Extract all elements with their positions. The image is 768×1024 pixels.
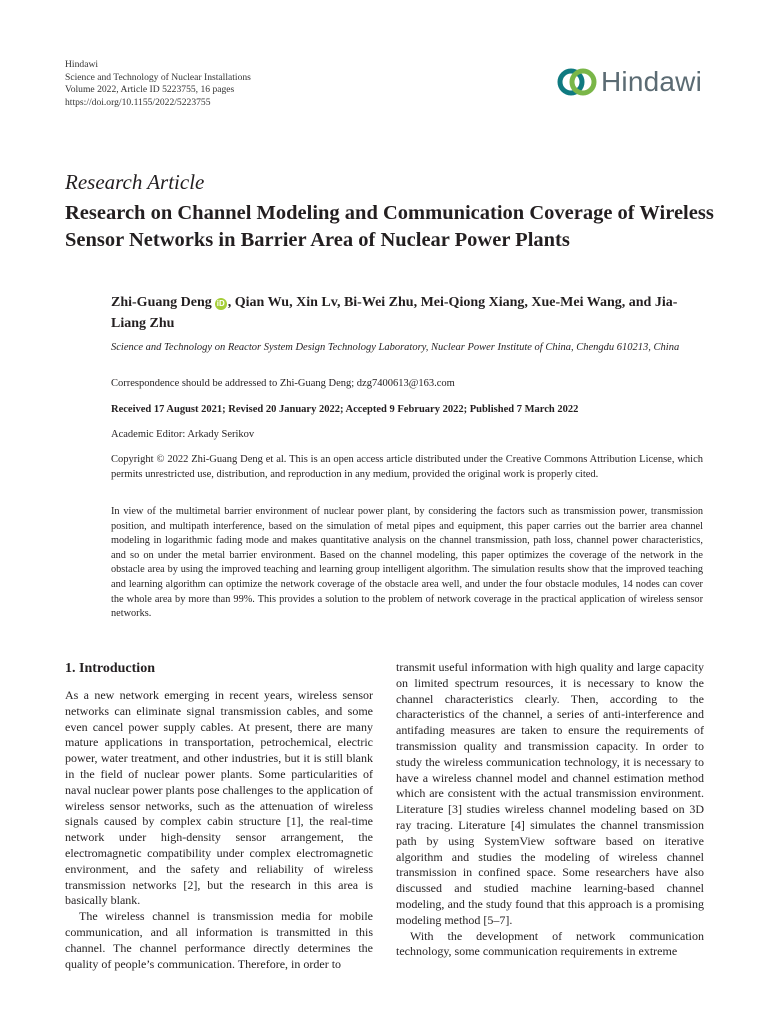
orcid-icon[interactable]: iD	[216, 299, 225, 308]
journal-name: Science and Technology of Nuclear Installations	[65, 71, 251, 83]
hindawi-logo[interactable]	[557, 62, 707, 102]
affiliation: Science and Technology on Reactor System Design Technology Laboratory, Nuclear Power Institute of China, Chengdu 610213, China	[111, 342, 680, 353]
other-authors: , Qian Wu, Xin Lv, Bi-Wei Zhu, Mei-Qiong Xiang, Xue-Mei Wang, and Jia-Liang Zhu	[111, 295, 678, 331]
first-author: Zhi-Guang Deng	[111, 295, 212, 310]
article-title: Research on Channel Modeling and Communication Coverage of Wireless Sensor Networks in Barrier Area of Nuclear Power Plants	[65, 202, 714, 251]
correspondence: Correspondence should be addressed to Zhi-Guang Deng; dzg7400613@163.com	[111, 378, 455, 389]
paragraph: transmit useful information with high quality and large capacity on limited spectrum resources, it is necessary to know the channel characteristics clearly. Then, according to the characteristics of the channel, a series of anti-interference and antifading measures are taken to ensure the requirements of transmission quality and transmission capacity. In order to study the wireless communication technology, it is necessary to have a wireless channel model and channel estimation method which are consistent with the actual transmission environment. Literature [3] studies wireless channel modeling based on 3D ray tracing. Literature [4] simulates the channel transmission path by using SystemView software based on iterative algorithm and studies the modeling of wireless channel transmission in confined space. Some researchers have also discussed and studied machine learning-based channel modeling, and the study found that this approach is a promising modeling method [5–7].	[396, 660, 704, 927]
copyright-notice: Copyright © 2022 Zhi-Guang Deng et al. This is an open access article distributed under the Creative Commons Attribution License, which permits unrestricted use, distribution, and reproduction in any medium, provided the original work is properly cited.	[111, 454, 703, 480]
right-column	[396, 660, 704, 960]
section-heading: 1. Introduction	[65, 661, 155, 676]
article-type: Research Article	[65, 170, 205, 194]
left-column	[65, 660, 373, 972]
publisher-name: Hindawi	[65, 59, 99, 70]
paragraph: As a new network emerging in recent years, wireless sensor networks can eliminate signal transmission cables, and some even cancel power supply cables. At present, there are many mature applications in transportation, petrochemical, electric power, water treatment, and other industries, but it is still blank in the field of nuclear power plants. Some particularities of naval nuclear power plants pose challenges to the application of wireless sensor networks, such as the attenuation of wireless signals caused by complex cabin structure [1], the real-time network under high-density sensor arrangement, the electromagnetic compatibility under complex electromagnetic environment, and the safety and reliability of wireless transmission networks [2], but the research in this area is basically blank.	[65, 688, 373, 908]
abstract: In view of the multimetal barrier environment of nuclear power plant, by considering the factors such as transmission power, transmission position, and multipath interference, based on the simulation of metal pipes and equipment, this paper carries out the barrier area channel modeling in logarithmic fading mode and makes quantitative analysis on the channel transmission, path loss, channel power characteristics, and so on under the metal barrier environment. Based on the channel modeling, this paper optimizes the coverage of the network in the obstacle area by using the improved teaching and learning group intelligent algorithm. The simulation results show that the improved teaching and learning algorithm can optimize the network coverage of the obstacle area well, and under the four obstacle modules, 14 nodes can cover the whole area by more than 99%. This provides a solution to the problem of network coverage in the practical application of wireless sensor networks.	[111, 506, 703, 620]
logo-wordmark: Hindawi	[601, 66, 702, 97]
doi-link[interactable]: https://doi.org/10.1155/2022/5223755	[65, 96, 211, 108]
paragraph: The wireless channel is transmission media for mobile communication, and all information is transmitted in this channel. The channel performance directly determines the quality of people’s communication. Therefore, in order to	[65, 909, 373, 971]
publication-dates: Received 17 August 2021; Revised 20 January 2022; Accepted 9 February 2022; Published 7 March 2022	[111, 404, 579, 415]
paragraph: With the development of network communication technology, some communication requirements in extreme	[396, 928, 704, 959]
volume-line: Volume 2022, Article ID 5223755, 16 pages	[65, 84, 235, 96]
academic-editor: Academic Editor: Arkady Serikov	[111, 429, 255, 440]
journal-header	[65, 59, 251, 109]
hindawi-logo-icon	[557, 63, 597, 101]
author-list	[111, 292, 711, 334]
